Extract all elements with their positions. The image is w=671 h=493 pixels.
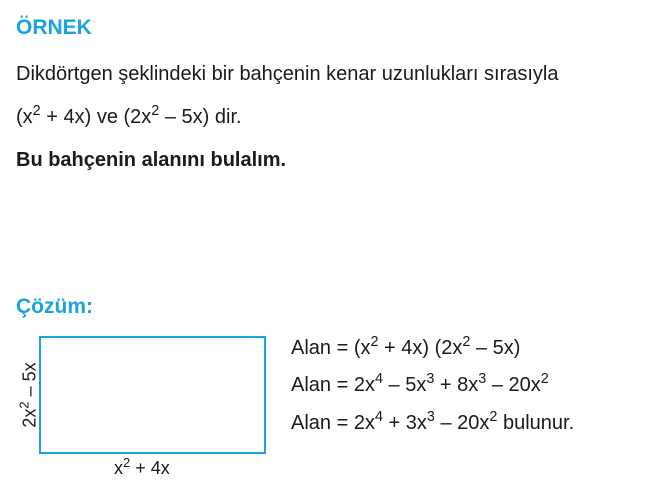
eq3-part: bulunur. (497, 412, 575, 434)
exponent: 4 (374, 371, 383, 388)
equation-1 (291, 334, 521, 360)
exponent: 2 (540, 371, 549, 388)
exponent: 2 (151, 103, 160, 120)
exponent: 3 (426, 409, 435, 426)
solution-heading: Çözüm: (16, 295, 93, 318)
exponent: 4 (374, 409, 383, 426)
exponent: 2 (370, 334, 379, 351)
example-heading: ÖRNEK (16, 16, 92, 39)
problem-question: Bu bahçenin alanını bulalım. (16, 149, 287, 171)
problem-line-2-c: – 5x) dir. (159, 106, 242, 128)
exponent: 2 (123, 454, 131, 470)
eq2-part: + 8x (434, 374, 479, 396)
bottom-label-b: + 4x (130, 458, 170, 478)
problem-line-2-b: + 4x) ve (2x (40, 106, 152, 128)
bottom-label-a: x (114, 458, 123, 478)
exponent: 2 (16, 401, 32, 409)
exponent: 3 (478, 371, 487, 388)
garden-rectangle (39, 336, 266, 454)
problem-line-1: Dikdörtgen şeklindeki bir bahçenin kenar uzunlukları sırasıyla (16, 63, 559, 85)
exponent: 2 (489, 409, 498, 426)
exponent: 2 (32, 103, 41, 120)
equation-2 (291, 371, 549, 397)
rectangle-side-label (16, 362, 41, 428)
eq1-part: + 4x) (2x (378, 337, 463, 359)
problem-line-2 (16, 103, 242, 129)
eq2-part: Alan = 2x (291, 374, 375, 396)
eq2-part: – 20x (486, 374, 541, 396)
problem-line-2-a: (x (16, 106, 33, 128)
eq1-part: – 5x) (470, 337, 521, 359)
eq1-part: Alan = (x (291, 337, 371, 359)
eq2-part: – 5x (382, 374, 427, 396)
exponent: 3 (426, 371, 435, 388)
equation-3 (291, 409, 575, 435)
eq3-part: Alan = 2x (291, 412, 375, 434)
eq3-part: – 20x (434, 412, 490, 434)
side-label-a: 2x (19, 408, 40, 428)
exponent: 2 (462, 334, 471, 351)
side-label-b: – 5x (19, 362, 40, 402)
eq3-part: + 3x (382, 412, 427, 434)
rectangle-bottom-label (114, 454, 170, 479)
